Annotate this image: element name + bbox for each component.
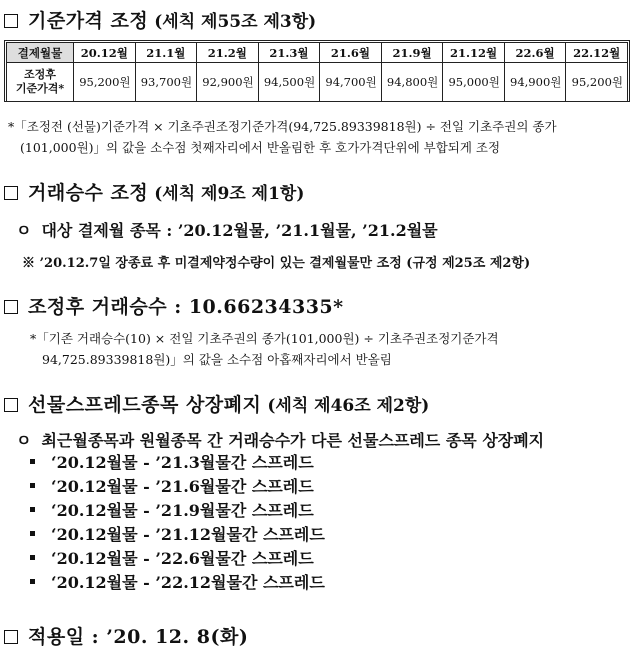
list-item: [30, 451, 325, 475]
delisting-bullet: [16, 428, 544, 451]
footnote-line: 94,725.89339818원)」의 값을 소수점 아홉째자리에서 반올림: [42, 352, 392, 367]
value-cell: 95,000원: [443, 63, 505, 102]
section-heading-effective-date: [4, 622, 248, 649]
checkbox-square-icon: [4, 14, 18, 28]
month-cell: 22.6월: [504, 43, 566, 63]
value-cell: 94,500원: [258, 63, 320, 102]
month-cell: 21.12월: [443, 43, 505, 63]
month-cell: 21.1월: [135, 43, 197, 63]
list-item-text: ‘20.12월물 - ’22.6월물간 스프레드: [51, 549, 314, 568]
section-title: 적용일 : ’20. 12. 8(화): [28, 626, 249, 648]
checkbox-square-icon: [4, 300, 18, 314]
section-title: 거래승수 조정: [28, 182, 149, 204]
list-item-text: ‘20.12월물 - ’21.3월물간 스프레드: [51, 453, 314, 472]
section-reference: (세칙 제55조 제3항): [154, 12, 317, 32]
value-cell: 94,700원: [320, 63, 382, 102]
month-cell: 21.9월: [381, 43, 443, 63]
list-item: [30, 523, 325, 547]
section-heading-adjusted-multiplier: [4, 292, 344, 319]
list-item-text: ‘20.12월물 - ’21.12월물간 스프레드: [51, 525, 325, 544]
value-cell: 94,900원: [504, 63, 566, 102]
bullet-text: 최근월종목과 원월종목 간 거래승수가 다른 선물스프레드 종목 상장폐지: [41, 431, 545, 450]
footnote-line: *「기존 거래승수(10) × 전일 기초주권의 종가(101,000원) ÷ 기초주권조정기준가격: [30, 331, 499, 346]
month-cell: 20.12월: [74, 43, 136, 63]
table-header-row: [7, 43, 628, 63]
spread-list: [30, 451, 325, 595]
list-item: [30, 499, 325, 523]
footnote-line: (101,000원)」의 값을 소수점 첫째자리에서 반올림한 후 호가가격단위에 부합되게 조정: [20, 140, 501, 155]
section-heading-delisting: [4, 390, 429, 417]
month-cell: 21.6월: [320, 43, 382, 63]
bullet-circle-icon: ㅇ: [16, 431, 32, 450]
value-cell: 93,700원: [135, 63, 197, 102]
reference-note: ※ ’20.12.7일 장종료 후 미결제약정수량이 있는 결제월물만 조정 (규정 제25조 제2항): [22, 256, 531, 271]
header-label-cell: 결제월물: [7, 43, 74, 63]
checkbox-square-icon: [4, 398, 18, 412]
month-cell: 22.12월: [566, 43, 628, 63]
bullet-circle-icon: ㅇ: [16, 221, 32, 240]
month-cell: 21.3월: [258, 43, 320, 63]
month-cell: 21.2월: [197, 43, 259, 63]
value-cell: 95,200원: [566, 63, 628, 102]
row-label-cell: [7, 63, 74, 102]
section-title: 선물스프레드종목 상장폐지: [28, 394, 262, 416]
square-bullet-icon: [30, 483, 35, 488]
adjusted-price-table: [6, 42, 628, 102]
square-bullet-icon: [30, 531, 35, 536]
value-cell: 94,800원: [381, 63, 443, 102]
list-item-text: ‘20.12월물 - ’21.9월물간 스프레드: [51, 501, 314, 520]
checkbox-square-icon: [4, 186, 18, 200]
target-months-bullet: [16, 218, 438, 241]
square-bullet-icon: [30, 459, 35, 464]
bullet-text: 대상 결제월 종목 : ’20.12월물, ’21.1월물, ’21.2월물: [41, 221, 438, 240]
value-cell: 92,900원: [197, 63, 259, 102]
square-bullet-icon: [30, 507, 35, 512]
list-item: [30, 547, 325, 571]
list-item-text: ‘20.12월물 - ’22.12월물간 스프레드: [51, 573, 325, 592]
value-cell: 95,200원: [74, 63, 136, 102]
multiplier-footnote: [30, 328, 499, 370]
section-reference: (세칙 제9조 제1항): [154, 184, 305, 204]
section-title: 조정후 거래승수 : 10.66234335*: [28, 296, 344, 318]
square-bullet-icon: [30, 579, 35, 584]
section-heading-base-price: [4, 6, 316, 33]
row-label-line1: 조정후: [24, 68, 56, 81]
list-item: [30, 475, 325, 499]
section-title: 기준가격 조정: [28, 10, 149, 32]
base-price-footnote: [8, 116, 557, 158]
table-value-row: [7, 63, 628, 102]
list-item-text: ‘20.12월물 - ’21.6월물간 스프레드: [51, 477, 314, 496]
section-reference: (세칙 제46조 제2항): [267, 396, 430, 416]
row-label-line2: 기준가격*: [15, 82, 65, 95]
section-heading-multiplier: [4, 178, 304, 205]
checkbox-square-icon: [4, 630, 18, 644]
list-item: [30, 571, 325, 595]
footnote-line: *「조정전 (선물)기준가격 × 기초주권조정기준가격(94,725.89339818원) ÷ 전일 기초주권의 종가: [8, 119, 557, 134]
square-bullet-icon: [30, 555, 35, 560]
